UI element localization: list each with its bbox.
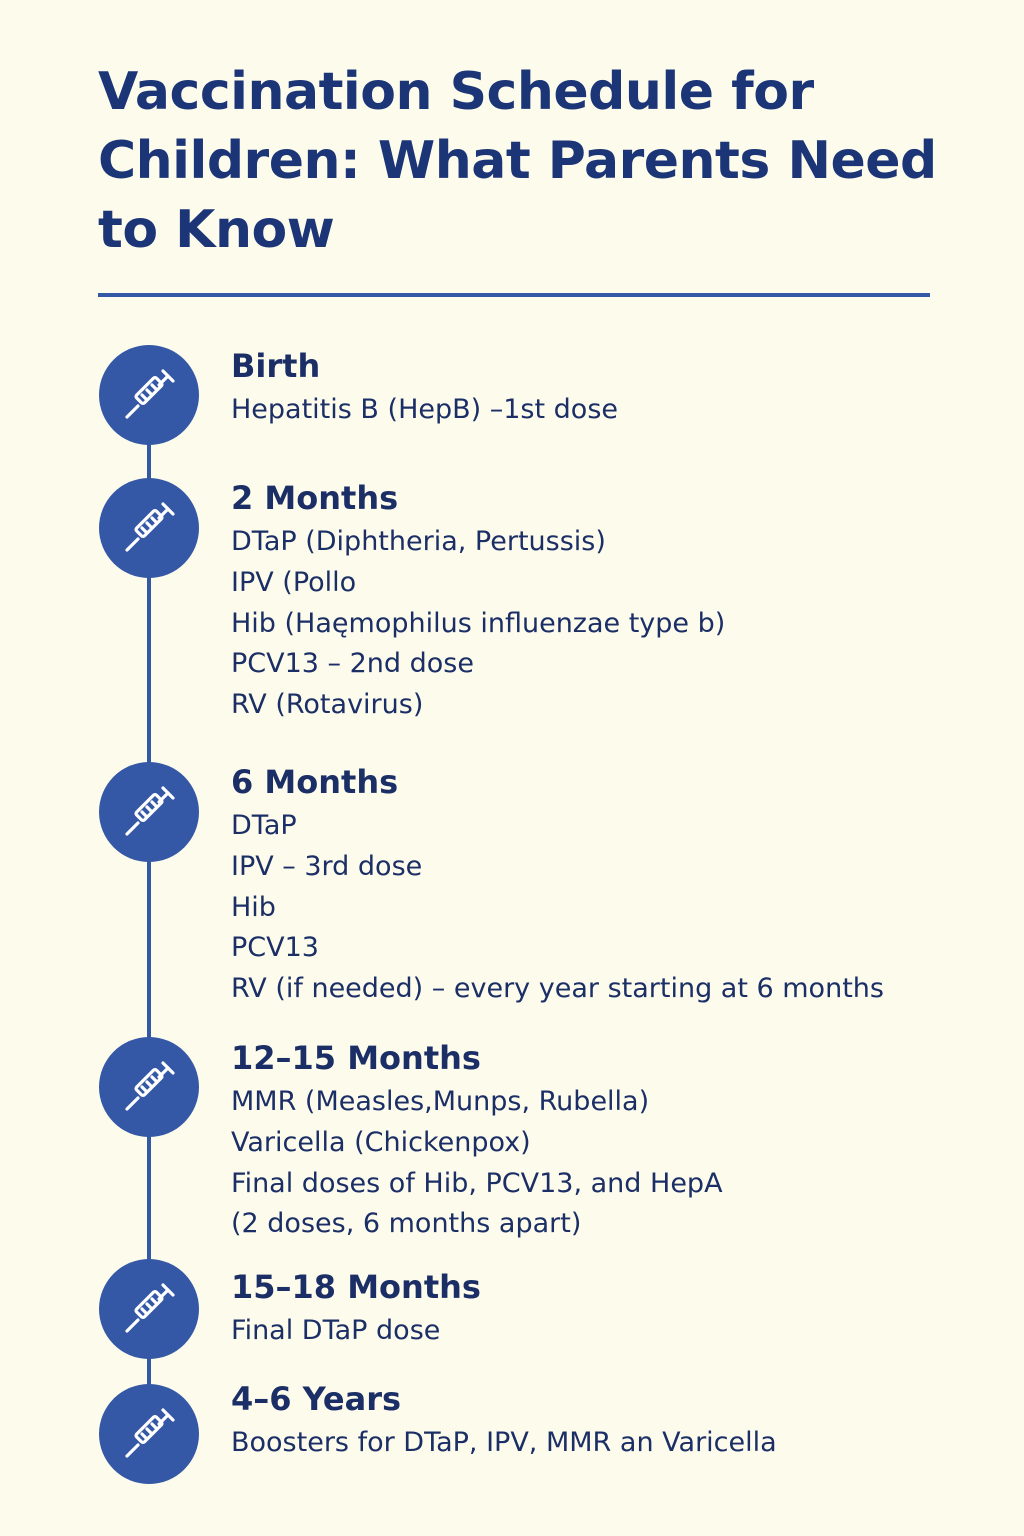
vaccine-item: DTaP [231,810,297,841]
vaccine-item: MMR (Measles,Munps, Rubella) [231,1086,650,1117]
syringe-icon [117,496,181,560]
vaccine-item: Final doses of Hib, PCV13, and HepA [231,1167,723,1199]
vaccine-item: IPV – 3rd dose [231,850,423,882]
stage-title: 12–15 Months [231,1039,481,1077]
stage-birth [231,344,991,431]
stage-title: 15–18 Months [231,1268,481,1306]
stage-2-months [231,476,991,726]
syringe-icon [117,780,181,844]
page-title: Vaccination Schedule for Children: What Parents Need to Know [98,62,937,260]
vaccine-item: (2 doses, 6 months apart) [231,1208,582,1240]
timeline-marker-12-15-months [99,1037,199,1137]
vaccine-item: PCV13 [231,932,319,964]
vaccine-item: Hib [231,891,276,923]
timeline-marker-birth [99,345,199,445]
timeline-marker-2-months [99,478,199,578]
vaccine-item: Varicella (Chickenpox) [231,1126,531,1158]
stage-title: 2 Months [231,479,399,517]
stage-15-18-months [231,1265,991,1352]
stage-title: Birth [231,347,321,385]
vaccine-item: Hepatitis B (HepB) –1st dose [231,394,619,425]
title-divider [98,293,930,297]
timeline-marker-15-18-months [99,1259,199,1359]
vaccine-item: RV (if needed) – every year starting at 6 months [231,973,884,1005]
timeline-marker-6-months [99,762,199,862]
syringe-icon [117,1277,181,1341]
syringe-icon [117,1055,181,1119]
stage-12-15-months [231,1036,991,1245]
vaccine-item: Hib (Haęmophilus influenzae type b) [231,607,726,639]
stage-title: 4–6 Years [231,1380,402,1418]
vaccine-item: DTaP (Diphtheria, Pertussis) [231,526,606,557]
vaccine-item: RV (Rotavirus) [231,689,424,721]
stage-4-6-years [231,1377,991,1464]
syringe-icon [117,363,181,427]
vaccine-item: Final DTaP dose [231,1315,441,1346]
vaccine-item: PCV13 – 2nd dose [231,648,474,680]
stage-title: 6 Months [231,763,399,801]
syringe-icon [117,1402,181,1466]
vaccine-item: IPV (Pollo [231,566,357,598]
vaccine-item: Boosters for DTaP, IPV, MMR an Varicella [231,1427,777,1458]
stage-6-months [231,760,991,1010]
timeline-marker-4-6-years [99,1384,199,1484]
